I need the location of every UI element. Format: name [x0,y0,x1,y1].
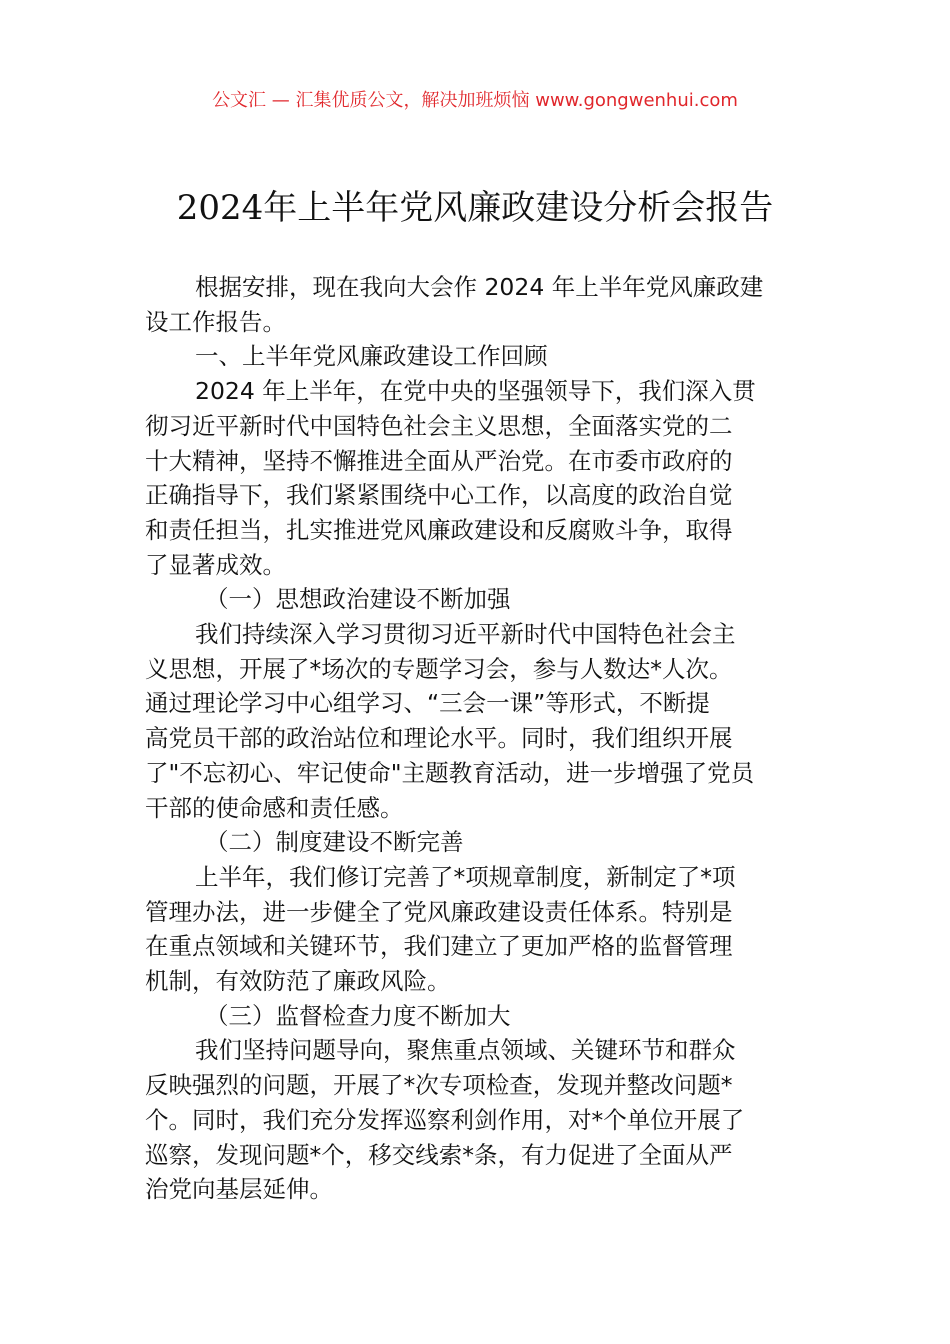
section-heading: （二）制度建设不断完善 [205,828,464,857]
section-heading: （三）监督检查力度不断加大 [205,1001,511,1030]
body-text-line: 和责任担当，扎实推进党风廉政建设和反腐败斗争，取得 [145,515,733,544]
body-text-line: 巡察，发现问题*个，移交线索*条，有力促进了全面从严 [145,1140,733,1169]
body-text-line: 2024 年上半年，在党中央的坚强领导下，我们深入贯 [195,377,756,406]
body-text-line: 我们持续深入学习贯彻习近平新时代中国特色社会主 [195,620,736,649]
body-text-line: 干部的使命感和责任感。 [145,793,404,822]
body-text-line: 正确指导下，我们紧紧围绕中心工作，以高度的政治自觉 [145,481,733,510]
watermark-banner: 公文汇 — 汇集优质公文，解决加班烦恼 www.gongwenhui.com [212,90,738,111]
section-heading: （一）思想政治建设不断加强 [205,585,511,614]
body-text-line: 在重点领域和关键环节，我们建立了更加严格的监督管理 [145,932,733,961]
body-text-line: 了显著成效。 [145,550,286,579]
body-text-line: 了"不忘初心、牢记使命"主题教育活动，进一步增强了党员 [145,758,755,787]
body-text-line: 设工作报告。 [145,307,286,336]
body-text-line: 反映强烈的问题，开展了*次专项检查，发现并整改问题* [145,1071,733,1100]
body-text-line: 个。同时，我们充分发挥巡察利剑作用，对*个单位开展了 [145,1105,745,1134]
document-title: 2024年上半年党风廉政建设分析会报告 [176,188,774,228]
document-body [145,270,810,1207]
body-text-line: 通过理论学习中心组学习、“三会一课”等形式，不断提 [145,689,710,718]
body-text-line: 高党员干部的政治站位和理论水平。同时，我们组织开展 [145,724,733,753]
body-text-line: 上半年，我们修订完善了*项规章制度，新制定了*项 [195,862,736,891]
body-text-line: 十大精神，坚持不懈推进全面从严治党。在市委市政府的 [145,446,733,475]
body-text-line: 彻习近平新时代中国特色社会主义思想，全面落实党的二 [145,411,733,440]
body-text-line: 根据安排，现在我向大会作 2024 年上半年党风廉政建 [195,273,764,301]
body-text-line: 义思想，开展了*场次的专题学习会，参与人数达*人次。 [145,654,733,683]
body-text-line: 我们坚持问题导向，聚焦重点领域、关键环节和群众 [195,1036,736,1065]
section-heading: 一、上半年党风廉政建设工作回顾 [195,342,548,371]
body-text-line: 机制，有效防范了廉政风险。 [145,967,451,996]
body-text-line: 管理办法，进一步健全了党风廉政建设责任体系。特别是 [145,897,733,926]
body-text-line: 治党向基层延伸。 [145,1175,333,1204]
